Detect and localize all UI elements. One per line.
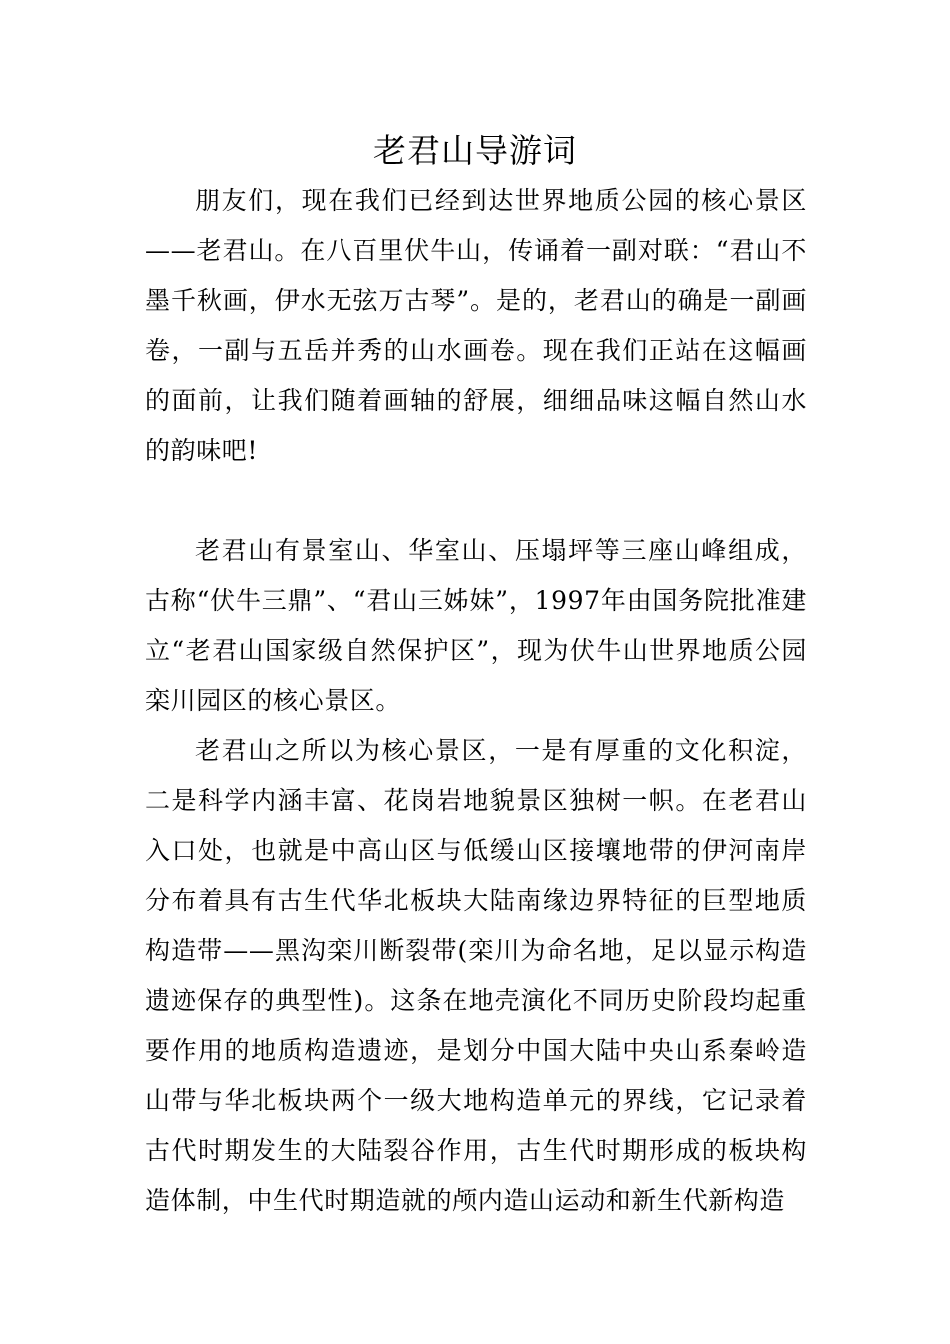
paragraph-intro: 朋友们，现在我们已经到达世界地质公园的核心景区——老君山。在八百里伏牛山，传诵着一副对联：“君山不墨千秋画，伊水无弦万古琴”。是的，老君山的确是一副画卷，一副与五岳并秀的山水画卷。现在我们正站在这幅画的面前，让我们随着画轴的舒展，细细品味这幅自然山水的韵味吧! xyxy=(145,186,807,465)
document-title: 老君山导游词 xyxy=(373,131,577,170)
document-body-section-1 xyxy=(145,176,807,476)
paragraph-geology: 老君山之所以为核心景区，一是有厚重的文化积淀，二是科学内涵丰富、花岗岩地貌景区独树一帜。在老君山入口处，也就是中高山区与低缓山区接壤地带的伊河南岸分布着具有古生代华北板块大陆南缘边界特征的巨型地质构造带——黑沟栾川断裂带(栾川为命名地，足以显示构造遗迹保存的典型性)。这条在地壳演化不同历史阶段均起重要作用的地质构造遗迹，是划分中国大陆中央山系秦岭造山带与华北板块两个一级大地构造单元的界线，它记录着古代时期发生的大陆裂谷作用，古生代时期形成的板块构造体制，中生代时期造就的颅内造山运动和新生代新构造 xyxy=(145,736,807,1215)
document-body-section-2 xyxy=(145,526,807,1226)
paragraph-peaks: 老君山有景室山、华室山、压塌坪等三座山峰组成，古称“伏牛三鼎”、“君山三姊妹”，1997年由国务院批准建立“老君山国家级自然保护区”，现为伏牛山世界地质公园栾川园区的核心景区。 xyxy=(145,536,807,715)
